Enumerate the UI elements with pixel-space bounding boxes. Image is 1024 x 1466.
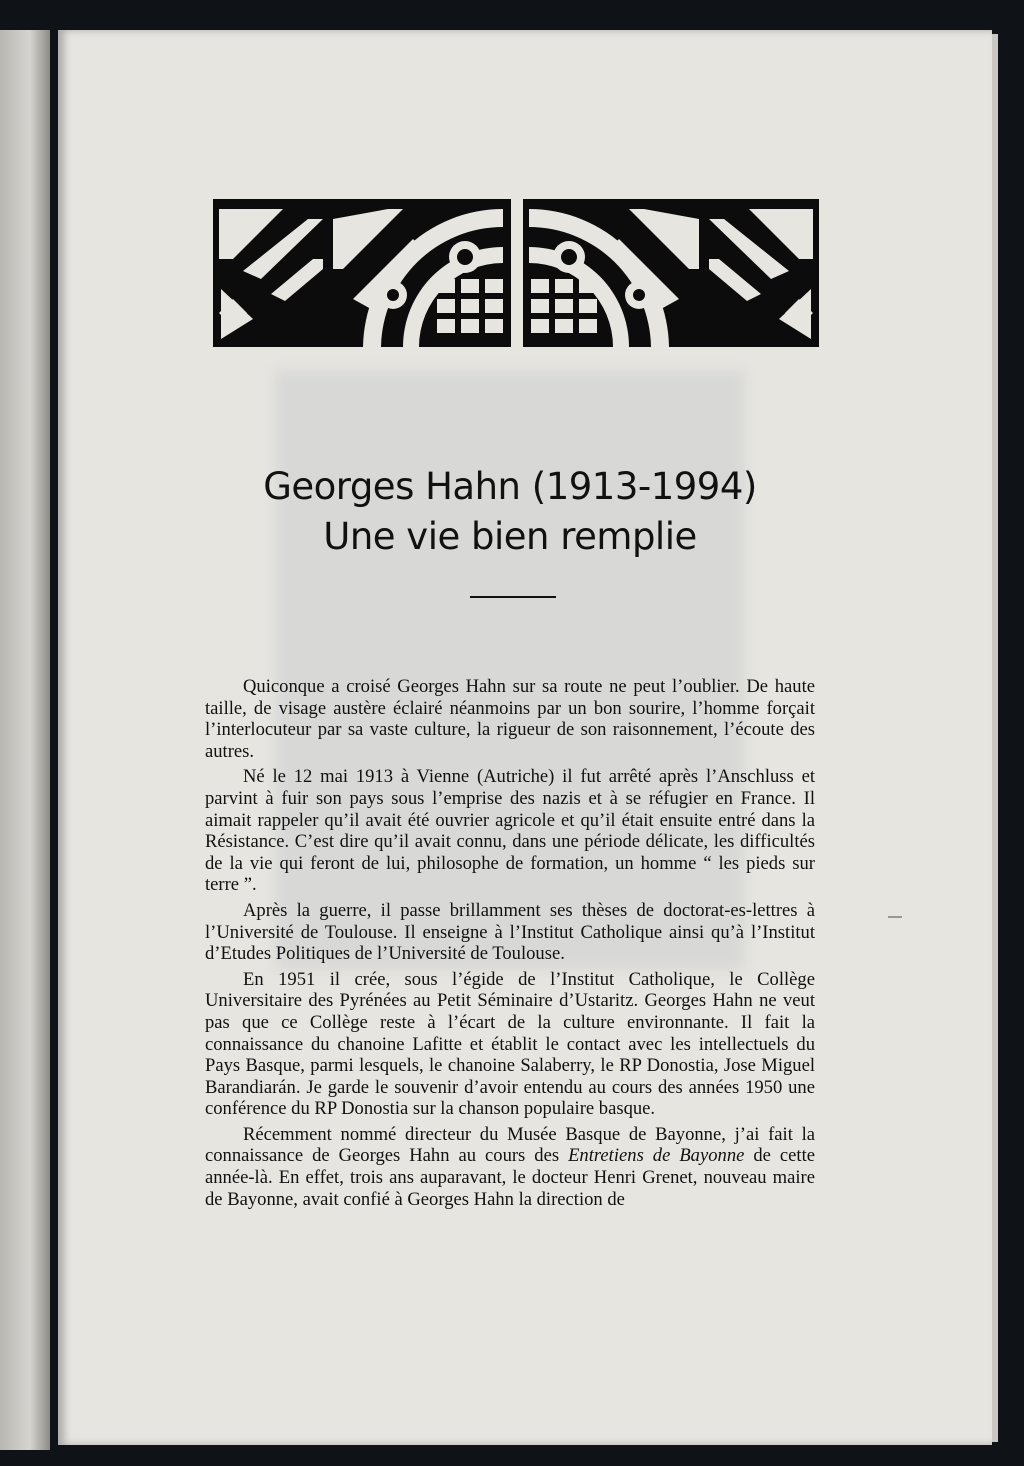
title-line-1: Georges Hahn (1913-1994) [263, 465, 757, 508]
margin-mark [888, 916, 902, 918]
paragraph: Après la guerre, il passe brillamment ses thèses de doctorat-es-lettres à l’Université de Toulouse. Il enseigne à l’Institut Catholique ainsi qu’à l’Institut d’Etudes Politiques de l’Université de Toulouse. [205, 899, 815, 965]
basque-ornamental-frieze-icon [213, 199, 819, 347]
title-line-2: Une vie bien remplie [323, 515, 697, 558]
paragraph-text: de cette année-là. En effet, trois ans auparavant, le docteur Henri Grenet, nouveau maire de Bayonne, avait confié à Georges Hahn la direction de [205, 1145, 816, 1210]
paragraph-text: Récemment nommé directeur du Musée Basque de Bayonne, j’ai fait la connaissance de Georges Hahn au cours des [205, 1123, 815, 1167]
paragraph: Quiconque a croisé Georges Hahn sur sa route ne peut l’oublier. De haute taille, de visage austère éclairé néanmoins par un bon sourire, l’homme forçait l’interlocuteur par sa vaste culture, la rigueur de son raisonnement, l’écoute des autres. [205, 676, 815, 762]
article-body [205, 676, 815, 1214]
paragraph: Né le 12 mai 1913 à Vienne (Autriche) il fut arrêté après l’Anschluss et parvint à fuir son pays sous l’emprise des nazis et à se réfugier en France. Il aimait rappeler qu’il avait été ouvrier agricole et qu’il était ensuite entré dans la Résistance. C’est dire qu’il avait connu, dans une période délicate, les difficultés de la vie qui feront de lui, philosophe de formation, un homme “ les pieds sur terre ”. [205, 766, 815, 896]
page-title [200, 462, 820, 562]
paragraph [205, 1124, 815, 1210]
italic-title: Entretiens de Bayonne [568, 1145, 745, 1167]
title-divider [470, 596, 556, 598]
page-right-edge [992, 34, 998, 1442]
left-page-edge [0, 30, 50, 1450]
paragraph: En 1951 il crée, sous l’égide de l’Institut Catholique, le Collège Universitaire des Pyrénées au Petit Séminaire d’Ustaritz. Georges Hahn ne veut pas que ce Collège reste à l’écart de la culture environnante. Il fait la connaissance du chanoine Lafitte et établit le contact avec les intellectuels du Pays Basque, parmi lesquels, le chanoine Salaberry, le RP Donostia, Jose Miguel Barandiarán. Je garde le souvenir d’avoir entendu au cours des années 1950 une conférence du RP Donostia sur la chanson populaire basque. [205, 968, 815, 1120]
